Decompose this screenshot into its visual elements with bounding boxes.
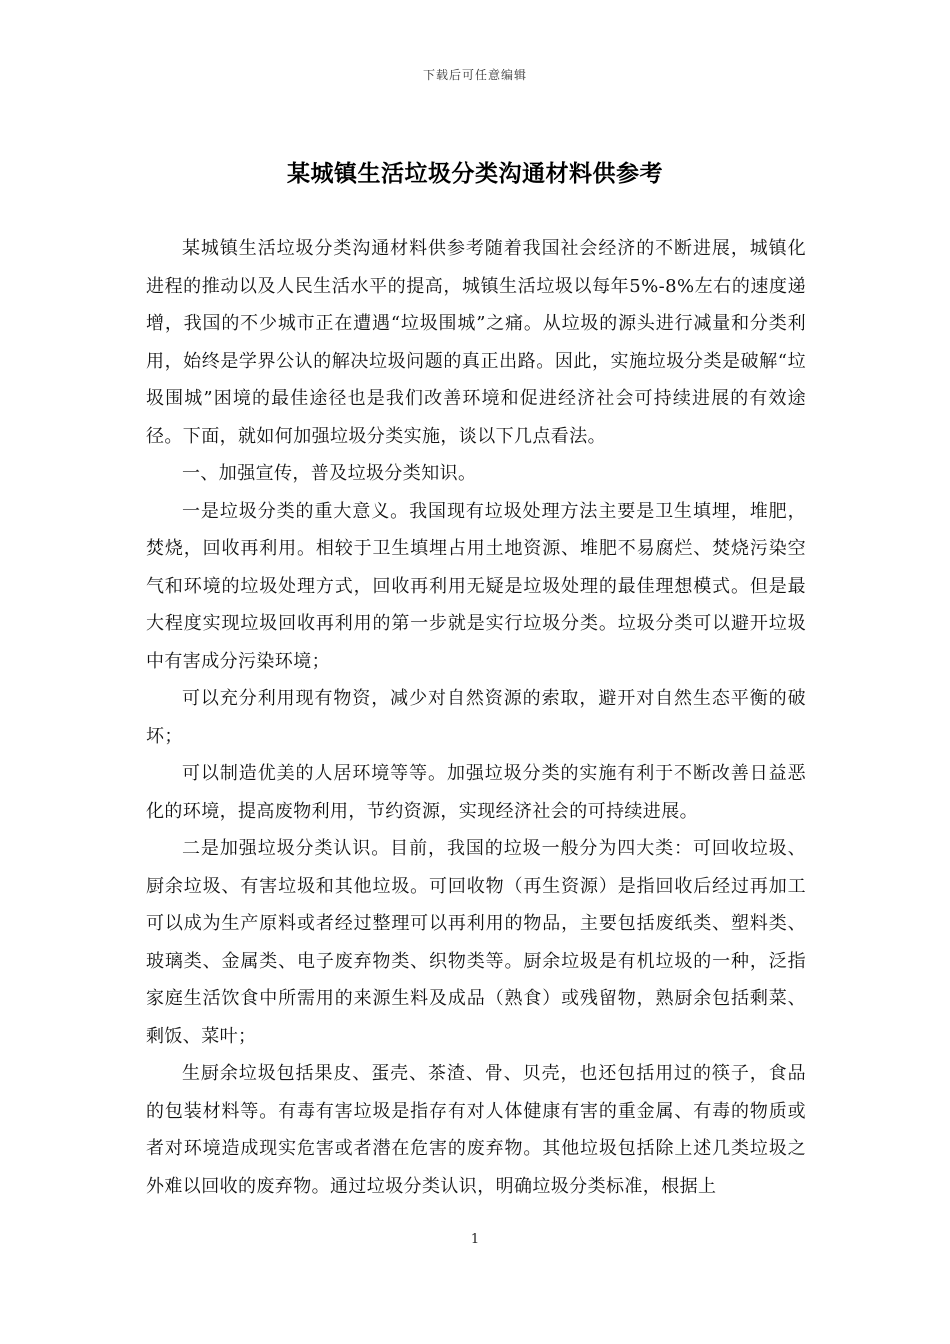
- paragraph-categories: 二是加强垃圾分类认识。目前，我国的垃圾一般分为四大类：可回收垃圾、厨余垃圾、有害垃圾和其他垃圾。可回收物（再生资源）是指回收后经过再加工可以成为生产原料或者经过整理可以再利用的物品，主要包括废纸类、塑料类、玻璃类、金属类、电子废弃物类、织物类等。厨余垃圾是有机垃圾的一种，泛指家庭生活饮食中所需用的来源生料及成品（熟食）或残留物，熟厨余包括剩菜、剩饭、菜叶；: [146, 838, 806, 1047]
- document-body: [146, 230, 806, 1205]
- paragraph-environment: 可以制造优美的人居环境等等。加强垃圾分类的实施有利于不断改善日益恶化的环境，提高废物利用，节约资源，实现经济社会的可持续进展。: [146, 763, 806, 822]
- paragraph-section-heading: 一、加强宣传，普及垃圾分类知识。: [182, 463, 477, 484]
- paragraph-kitchen-waste: 生厨余垃圾包括果皮、蛋壳、茶渣、骨、贝壳，也还包括用过的筷子，食品的包装材料等。有毒有害垃圾是指存有对人体健康有害的重金属、有毒的物质或者对环境造成现实危害或者潜在危害的废弃物。其他垃圾包括除上述几类垃圾之外难以回收的废弃物。通过垃圾分类认识，明确垃圾分类标准，根据上: [146, 1063, 806, 1197]
- paragraph-resources: 可以充分利用现有物资，减少对自然资源的索取，避开对自然生态平衡的破坏；: [146, 688, 806, 747]
- page-number: 1: [470, 1232, 480, 1247]
- document-title: 某城镇生活垃圾分类沟通材料供参考: [287, 160, 663, 187]
- header-note: 下载后可任意编辑: [422, 68, 527, 82]
- paragraph-intro: 某城镇生活垃圾分类沟通材料供参考随着我国社会经济的不断进展，城镇化进程的推动以及人民生活水平的提高，城镇生活垃圾以每年5%-8%左右的速度递增，我国的不少城市正在遭遇“垃圾围城”之痛。从垃圾的源头进行减量和分类利用，始终是学界公认的解决垃圾问题的真正出路。因此，实施垃圾分类是破解“垃圾围城”困境的最佳途径也是我们改善环境和促进经济社会可持续进展的有效途径。下面，就如何加强垃圾分类实施，谈以下几点看法。: [146, 238, 806, 447]
- paragraph-significance: 一是垃圾分类的重大意义。我国现有垃圾处理方法主要是卫生填埋，堆肥，焚烧，回收再利用。相较于卫生填埋占用土地资源、堆肥不易腐烂、焚烧污染空气和环境的垃圾处理方式，回收再利用无疑是垃圾处理的最佳理想模式。但是最大程度实现垃圾回收再利用的第一步就是实行垃圾分类。垃圾分类可以避开垃圾中有害成分污染环境；: [146, 500, 806, 672]
